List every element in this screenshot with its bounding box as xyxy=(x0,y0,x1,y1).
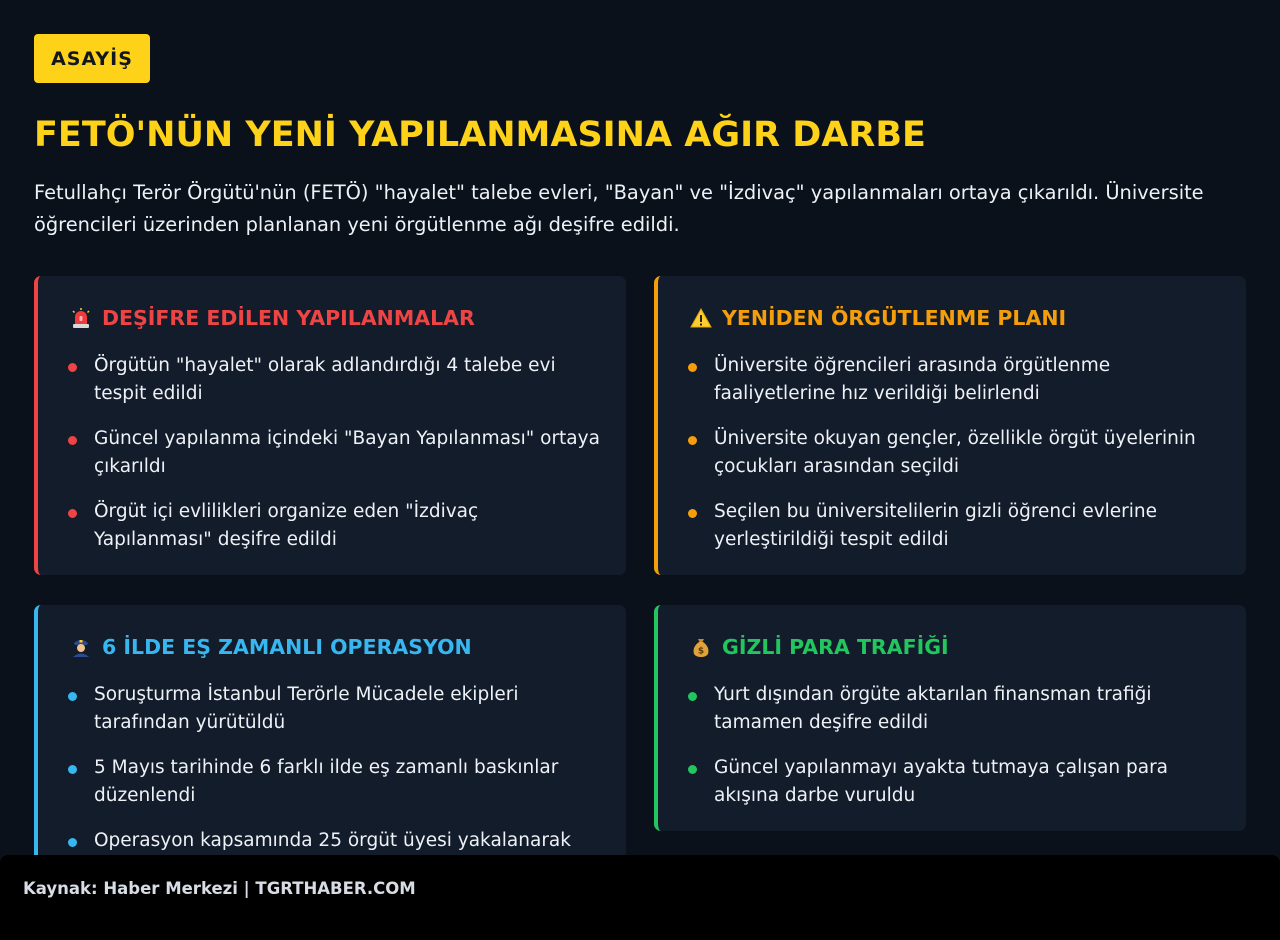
bullet-dot xyxy=(68,692,77,701)
list-item: Güncel yapılanma içindeki "Bayan Yapılanması" ortaya çıkarıldı xyxy=(68,425,600,481)
card-title: DEŞİFRE EDİLEN YAPILANMALAR xyxy=(102,306,475,330)
list-item: Örgütün "hayalet" olarak adlandırdığı 4 talebe evi tespit edildi xyxy=(68,352,600,408)
card-reorganization-plan xyxy=(654,276,1246,575)
bullet-dot xyxy=(688,436,697,445)
list-item: Örgüt içi evlilikleri organize eden "İzdivaç Yapılanması" deşifre edildi xyxy=(68,498,600,554)
source-credit: Kaynak: Haber Merkezi | TGRTHABER.COM xyxy=(23,879,416,898)
card-header xyxy=(68,632,472,662)
bullet-dot xyxy=(68,765,77,774)
card-title: 6 İLDE EŞ ZAMANLI OPERASYON xyxy=(102,635,472,659)
siren-icon xyxy=(68,305,94,331)
bullet-dot xyxy=(688,363,697,372)
lead-paragraph: Fetullahçı Terör Örgütü'nün (FETÖ) "hayalet" talebe evleri, "Bayan" ve "İzdivaç" yapılanmaları ortaya çıkarıldı. Üniversite öğrencileri üzerinden planlanan yeni örgütlenme ağı deşifre edildi. xyxy=(34,181,1204,236)
card-exposed-structures xyxy=(34,276,626,575)
warning-icon xyxy=(688,305,714,331)
bullet-dot xyxy=(68,363,77,372)
list-item: Seçilen bu üniversitelilerin gizli öğrenci evlerine yerleştirildiği tespit edildi xyxy=(688,498,1220,554)
bullet-dot xyxy=(68,838,77,847)
bullet-list xyxy=(68,681,600,872)
card-header xyxy=(68,303,475,333)
bullet-dot xyxy=(688,765,697,774)
card-header xyxy=(688,632,949,662)
bullet-dot xyxy=(68,509,77,518)
bullet-dot xyxy=(68,436,77,445)
list-item: Güncel yapılanmayı ayakta tutmaya çalışan para akışına darbe vuruldu xyxy=(688,754,1220,810)
bullet-list xyxy=(688,352,1220,571)
list-item: 5 Mayıs tarihinde 6 farklı ilde eş zamanlı baskınlar düzenlendi xyxy=(68,754,600,810)
category-badge: ASAYİŞ xyxy=(34,34,150,83)
card-header xyxy=(688,303,1066,333)
source-footer xyxy=(0,855,1280,940)
card-title: YENİDEN ÖRGÜTLENME PLANI xyxy=(722,306,1067,330)
list-item: Operasyon kapsamında 25 örgüt üyesi yakalanarak xyxy=(68,827,600,855)
headline: FETÖ'NÜN YENİ YAPILANMASINA AĞIR DARBE xyxy=(34,115,926,155)
list-item: Üniversite öğrencileri arasında örgütlenme faaliyetlerine hız verildiği belirlendi xyxy=(688,352,1220,408)
list-item: Soruşturma İstanbul Terörle Mücadele ekipleri tarafından yürütüldü xyxy=(68,681,600,737)
svg-text:$: $ xyxy=(697,646,705,657)
bullet-dot xyxy=(688,509,697,518)
card-title: GİZLİ PARA TRAFİĞİ xyxy=(722,635,949,659)
bullet-dot xyxy=(688,692,697,701)
police-officer-icon xyxy=(68,634,94,660)
money-bag-icon xyxy=(688,634,714,660)
list-item: Yurt dışından örgüte aktarılan finansman trafiği tamamen deşifre edildi xyxy=(688,681,1220,737)
list-item: Üniversite okuyan gençler, özellikle örgüt üyelerinin çocukları arasından seçildi xyxy=(688,425,1220,481)
bullet-list xyxy=(68,352,600,571)
card-secret-money-traffic xyxy=(654,605,1246,831)
bullet-list xyxy=(688,681,1220,827)
